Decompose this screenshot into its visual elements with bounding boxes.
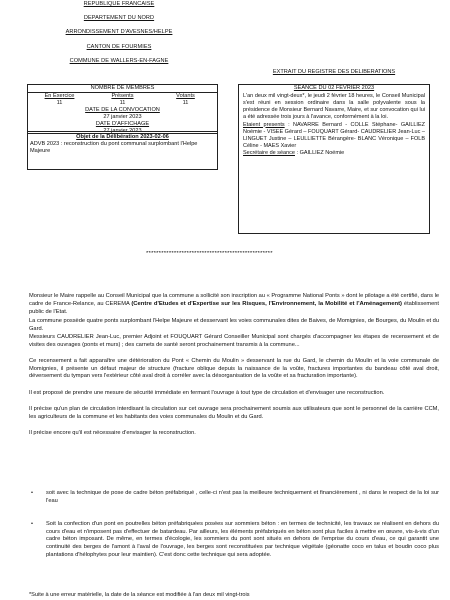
convocation-label: DATE DE LA CONVOCATION [85, 106, 160, 113]
header-line: CANTON DE FOURMIES [86, 43, 152, 50]
separator-stars: ************************************************** [146, 251, 273, 257]
bullet-text-cadre: soit avec la technique de pose de cadre béton préfabriqué , celle-ci n'est pas la meilleure techniquement et financièrement , ni dans le respect de la loi sur l'eau [46, 490, 439, 504]
deliberation-object-title: Objet de la Délibération 2023-02-06 [76, 134, 169, 140]
paragraph-recensement: Ce recensement a fait apparaître une détérioration du Pont « Chemin du Moulin » desservant la rue du Gard, le chemin du Moulin et la voie communale de Momignies, il présente un défaut majeur de structure (fracture oblique depuis la naissance de la voûte, fractures importantes du bandeau côté aval droit, déversement du tympan vers l'extérieur côté aval droit à corréler avec la désorganisation de la voûte et sa fracturation importante). [29, 358, 439, 380]
paragraph-circulation: Il précise qu'un plan de circulation interdisant la circulation sur cet ouvrage sera prochainement soumis aux utilisateurs que sont le personnel de la carrière CCM, les agriculteurs de la commune et les habitants des voies communales du Moulin et du Gard. [29, 406, 439, 420]
seance-box [238, 84, 430, 234]
extrait-title: EXTRAIT DU REGISTRE DES DELIBERATIONS [272, 69, 396, 75]
secretaire-name: : GAILLIEZ Noémie [294, 150, 345, 157]
paragraph-programme-a: Monsieur le Maire rappelle au Conseil Municipal que la commune a sollicité son inscription au « Programme National Ponts » dont le pilotage a été certifié, dans le cadre de France-Relance, au CEREMA [29, 293, 439, 307]
bullet-item [31, 521, 439, 559]
secretaire-label: Secrétaire de séance [243, 150, 295, 157]
paragraph-messieurs: Messieurs CAUDRELIER Jean-Luc, premier Adjoint et FOUQUART Gérard Conseiller Municipal sont chargés d'accompagner les étapes de recensement et de visites des ouvrages (ponts et murs) ; des carnets de santé seront prochainement transmis à la commune... [29, 334, 439, 348]
bullet-icon: • [31, 521, 33, 527]
en-exercice-label: En Exercice [44, 92, 75, 99]
bullet-text-poutrelles: Soit la confection d'un pont en poutrelles béton préfabriquées posées sur sommiers béton : en termes de technicité, les travaux se réalisent en dehors du cours d'eau et n'imposent pas d'effectuer de batardeau. Par ailleurs, les éléments préfabriqués en béton sont plus faciles à mettre en œuvre, vis-à-vis d'un cadre béton imposant. De même, en termes d'écologie, les sommiers du pont sont situés en dehors de l'emprise du cours d'eau, ce qui garantit une continuité des berges de l'amont à l'aval de l'ouvrage, les berges sont reconstituées par technique végétale (géonatte coco en talus et boudin coco plus plantations d'hélophytes pour leur maintien). C'est donc cette technique qui sera adoptée. [46, 521, 439, 558]
votants-value: 11 [182, 99, 189, 106]
header-line: REPUBLIQUE FRANCAISE [83, 1, 155, 7]
deliberation-object-box [27, 131, 218, 170]
header-line: ARRONDISSEMENT D'AVESNES/HELPE [65, 29, 173, 36]
affichage-date: 27 janvier 2023 [103, 127, 142, 134]
header-line: DEPARTEMENT DU NORD [83, 15, 155, 22]
paragraph-programme-c: établissement public de l'Etat. [29, 300, 439, 315]
seance-title: SEANCE DU 02 FEVRIER 2023 [293, 85, 375, 91]
presents-label: Etaient presents [243, 121, 285, 128]
presents-list: : NAVARRE Bernard - COLLE Stéphane- GAILLIEZ Noémie - VISEE Gérard – FOUQUART Gérard- CAUDRELIER Jean-Luc – LINGUET Justine – LEULLIETTE Bérangère- BLANC Véronique – FOLB Céline - MAES Xavier [243, 121, 425, 149]
republic-header [34, 2, 204, 73]
presents-label: Présents [111, 92, 134, 99]
header-line: COMMUNE DE WALLERS-EN-FAGNE [69, 57, 169, 64]
en-exercice-value: 11 [56, 99, 63, 106]
paragraph-programme [29, 293, 439, 316]
paragraph-reconstruction: Il précise encore qu'il est nécessaire d'envisager la reconstruction. [29, 430, 196, 436]
paragraph-ponts: La commune possède quatre ponts surplombant l'Helpe Majeure et desservant les voies communales dites de Baives, de Momignies, de Bourges, du Moulin et du Gard. [29, 318, 439, 332]
cerema-definition: (Centre d'Etudes et d'Expertise sur les Risques, l'Environnement, la Mobilité et l'Aménagement) [131, 300, 403, 307]
seance-presents [243, 122, 425, 151]
convocation-date: 27 janvier 2023 [103, 113, 142, 120]
members-box [27, 84, 218, 134]
bullet-item [31, 490, 439, 505]
seance-secretaire [243, 150, 425, 157]
paragraph-securite: Il est proposé de prendre une mesure de sécurité immédiate en fermant l'ouvrage à tout type de circulation et d'envisager une reconstruction. [29, 390, 385, 396]
seance-intro: L'an deux mil vingt-deux*, le jeudi 2 février 18 heures, le Conseil Municipal s'est réuni en session ordinaire dans la salle polyvalente sous la présidence de Monsieur Bernard Navarre, Maire, et sur convocation qui lui a été adressée trois jours à l'avance, conformément à la loi. [243, 92, 425, 121]
footnote: *Suite à une erreur matérielle, la date de la séance est modifiée à l'an deux mil vingt-trois [29, 592, 250, 598]
votants-label: Votants [176, 92, 195, 99]
members-title: NOMBRE DE MEMBRES [90, 85, 155, 91]
presents-value: 11 [119, 99, 126, 106]
deliberation-object-text: ADVB 2023 : reconstruction du pont communal surplombant l'Helpe Majeure [30, 140, 198, 154]
bullet-icon: • [31, 490, 33, 496]
affichage-label: DATE D'AFFICHAGE [95, 120, 150, 127]
